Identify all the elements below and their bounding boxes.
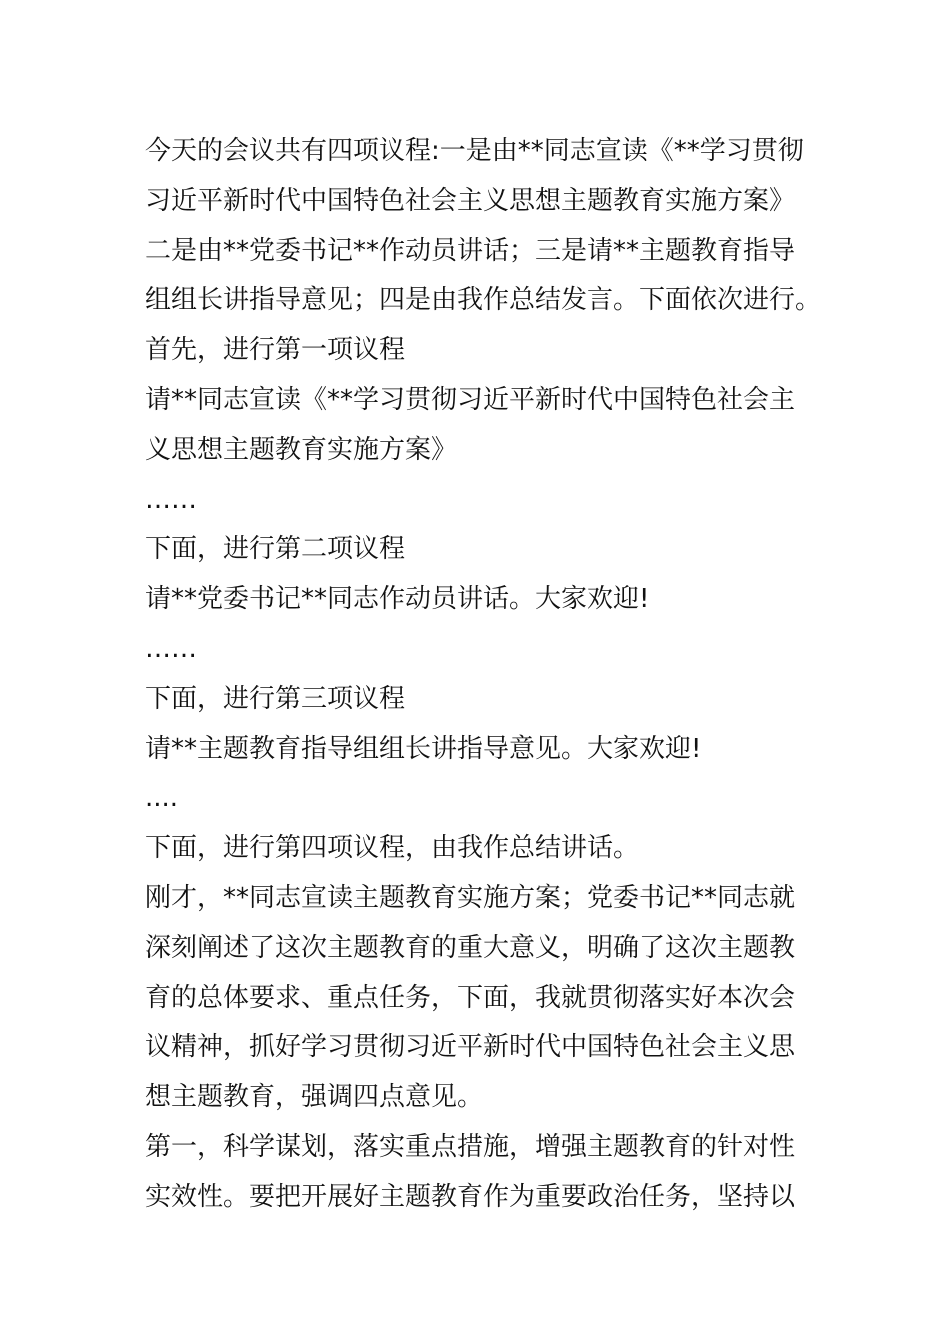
- text-line: ……: [145, 633, 197, 664]
- document-body: [145, 127, 822, 1223]
- text-line: 下面，进行第三项议程: [145, 683, 406, 714]
- text-line: 议精神，抓好学习贯彻习近平新时代中国特色社会主义思: [145, 1032, 796, 1063]
- text-line: 义思想主题教育实施方案》: [145, 434, 458, 465]
- text-line: ....: [145, 783, 179, 814]
- text-line: 请**党委书记**同志作动员讲话。大家欢迎!: [145, 584, 650, 615]
- text-line: 想主题教育，强调四点意见。: [145, 1082, 484, 1113]
- text-line: 刚才，**同志宣读主题教育实施方案；党委书记**同志就: [145, 882, 796, 913]
- text-line: 请**同志宣读《**学习贯彻习近平新时代中国特色社会主: [145, 384, 796, 415]
- text-line: 第一，科学谋划，落实重点措施，增强主题教育的针对性: [145, 1131, 796, 1162]
- text-line: 深刻阐述了这次主题教育的重大意义，明确了这次主题教: [145, 932, 796, 963]
- text-line: 二是由**党委书记**作动员讲话；三是请**主题教育指导: [145, 235, 796, 266]
- text-line: 请**主题教育指导组组长讲指导意见。大家欢迎!: [145, 733, 702, 764]
- text-line: 下面，进行第二项议程: [145, 534, 406, 565]
- text-line: 组组长讲指导意见；四是由我作总结发言。下面依次进行。: [145, 285, 822, 316]
- text-line: 今天的会议共有四项议程:一是由**同志宣读《**学习贯彻: [145, 136, 804, 166]
- text-line: 首先，进行第一项议程: [145, 335, 406, 366]
- text-line: 习近平新时代中国特色社会主义思想主题教育实施方案》: [145, 185, 796, 216]
- text-line: 育的总体要求、重点任务，下面，我就贯彻落实好本次会: [145, 982, 796, 1013]
- text-line: 实效性。要把开展好主题教育作为重要政治任务，坚持以: [145, 1181, 796, 1212]
- text-line: ……: [145, 484, 197, 515]
- text-line: 下面，进行第四项议程，由我作总结讲话。: [145, 833, 640, 864]
